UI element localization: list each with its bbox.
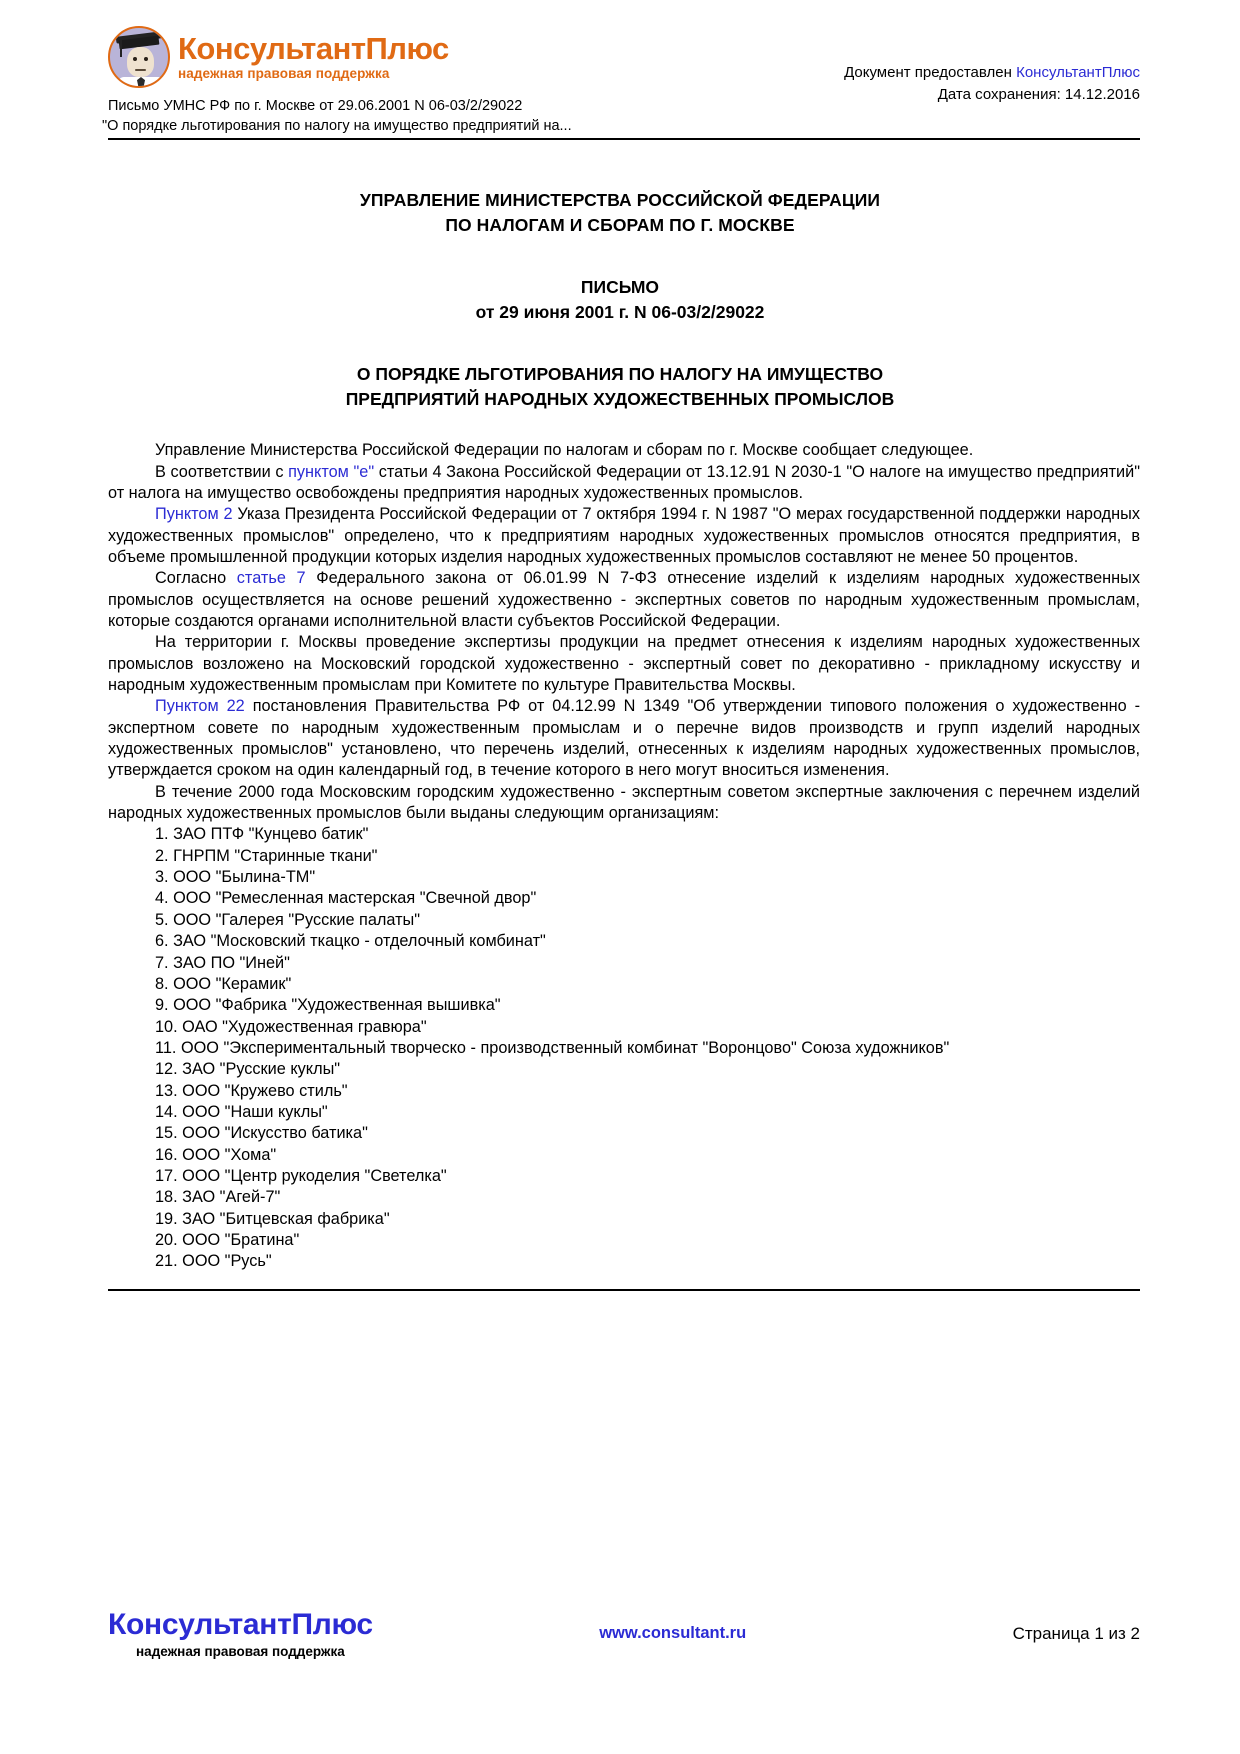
header-brand-title-part2: Плюс <box>365 31 449 67</box>
paragraph-law-2030-1 <box>108 462 1140 505</box>
paragraph-3-rest: Указа Президента Российской Федерации от 7 октября 1994 г. N 1987 "О мерах государственной поддержки народных художественных промыслов" определено, что к предприятиям народных художественных промыслов относятся предприятия, в объеме промышленной продукции которых изделия народных художественных промыслов составляют не менее 50 процентов. <box>108 505 1140 566</box>
page-header <box>0 0 1240 134</box>
document-subject-line1: О ПОРЯДКЕ ЛЬГОТИРОВАНИЯ ПО НАЛОГУ НА ИМУЩЕСТВО <box>356 363 884 384</box>
paragraph-2-rest: статьи 4 Закона Российской Федерации от 13.12.91 N 2030-1 "О налоге на имущество предприятий" от налога на имущество освобождены предприятия народных художественных промыслов. <box>108 462 1140 502</box>
list-item: 17. ООО "Центр рукоделия "Светелка" <box>155 1166 447 1185</box>
paragraph-4-rest: Федерального закона от 06.01.99 N 7-ФЗ отнесение изделий к изделиям народных художественных промыслов осуществляется на основе решений художественно - экспертных советов по народным художественным промыслам, которые создаются органами исполнительной власти субъектов Российской Федерации. <box>108 569 1140 630</box>
header-brand-title <box>178 31 449 67</box>
list-item: 19. ЗАО "Битцевская фабрика" <box>155 1209 390 1228</box>
document-date-number: от 29 июня 2001 г. N 06-03/2/29022 <box>475 302 765 323</box>
document-kind: ПИСЬМО <box>580 276 660 297</box>
provided-by-link[interactable]: КонсультантПлюс <box>1016 64 1140 81</box>
provided-by-label: Документ предоставлен <box>844 64 1017 81</box>
header-meta-block <box>844 26 1140 106</box>
header-brand-tagline: надежная правовая поддержка <box>178 66 390 82</box>
saved-date: Дата сохранения: 14.12.2016 <box>937 85 1140 103</box>
paragraph-intro: Управление Министерства Российской Федерации по налогам и сборам по г. Москве сообщает следующее. <box>155 441 974 460</box>
header-brand-block <box>102 26 728 136</box>
document-reference-line2: "О порядке льготирования по налогу на имущество предприятий на... <box>102 117 572 134</box>
paragraph-fz-7 <box>108 568 1140 632</box>
paragraph-moscow-expertise: На территории г. Москвы проведение экспертизы продукции на предмет отнесения к изделиям народных художественных промыслов возложено на Московский городской художественно - экспертный совет по декоративно - прикладному искусству и народным художественным промыслам при Комитете по культуре Правительства Москвы. <box>108 633 1140 695</box>
organizations-list <box>108 824 1140 1272</box>
document-subject <box>110 362 1130 413</box>
paragraph-postanovlenie-1349 <box>108 696 1140 781</box>
document-kind-block <box>110 275 1130 326</box>
provided-by-line <box>844 62 1140 84</box>
link-punkt-e[interactable]: пунктом "е" <box>288 462 375 481</box>
consultant-plus-graduate-logo-icon <box>108 26 170 88</box>
paragraph-6-rest: постановления Правительства РФ от 04.12.99 N 1349 "Об утверждении типового положения о художественно - экспертном совете по народным художественным промыслам и о перечне видов производств и групп изделий народных художественных промыслов" установлено, что перечень изделий, отнесенных к изделиям народных художественных промыслов, утверждается сроком на один календарный год, в течение которого в него могут вноситься изменения. <box>108 697 1140 780</box>
document-reference <box>102 97 728 136</box>
link-punkt-22[interactable]: Пунктом 22 <box>155 697 245 716</box>
page-footer <box>0 1607 1240 1659</box>
list-item: 11. ООО "Экспериментальный творческо - производственный комбинат "Воронцово" Союза художников" <box>155 1038 950 1057</box>
issuing-authority-line1: УПРАВЛЕНИЕ МИНИСТЕРСТВА РОССИЙСКОЙ ФЕДЕРАЦИИ <box>359 190 881 210</box>
list-item: 4. ООО "Ремесленная мастерская "Свечной двор" <box>155 889 537 908</box>
list-item: 2. ГНРПМ "Старинные ткани" <box>155 846 378 865</box>
issuing-authority-line2: ПО НАЛОГАМ И СБОРАМ ПО Г. МОСКВЕ <box>445 215 795 236</box>
paragraph-4-prefix: Согласно <box>155 569 237 588</box>
list-item: 16. ООО "Хома" <box>155 1145 277 1164</box>
document-reference-line1: Письмо УМНС РФ по г. Москве от 29.06.2001 N 06-03/2/29022 <box>108 98 523 114</box>
footer-brand-tagline: надежная правовая поддержка <box>136 1643 345 1659</box>
list-item: 7. ЗАО ПО "Иней" <box>155 953 290 972</box>
list-item: 6. ЗАО "Московский ткацко - отделочный комбинат" <box>155 932 546 951</box>
list-item: 3. ООО "Былина-ТМ" <box>155 868 316 887</box>
paragraph-2000-conclusions: В течение 2000 года Московским городским художественно - экспертным советом экспертные заключения с перечнем изделий народных художественных промыслов были выданы следующим организациям: <box>108 782 1140 823</box>
document-body <box>0 440 1240 1272</box>
list-item: 1. ЗАО ПТФ "Кунцево батик" <box>155 825 369 844</box>
list-item: 21. ООО "Русь" <box>155 1252 272 1271</box>
paragraph-ukaz-1987 <box>108 504 1140 568</box>
link-punkt-2[interactable]: Пунктом 2 <box>155 505 233 524</box>
list-item: 14. ООО "Наши куклы" <box>155 1102 328 1121</box>
paragraph-2-prefix: В соответствии с <box>155 462 289 481</box>
list-item: 5. ООО "Галерея "Русские палаты" <box>155 910 421 929</box>
list-item: 13. ООО "Кружево стиль" <box>155 1081 348 1100</box>
list-item: 15. ООО "Искусство батика" <box>155 1124 368 1143</box>
document-title-block <box>0 188 1240 412</box>
list-item: 12. ЗАО "Русские куклы" <box>155 1060 341 1079</box>
footer-url-link[interactable]: www.consultant.ru <box>599 1624 747 1643</box>
list-item: 9. ООО "Фабрика "Художественная вышивка" <box>155 996 501 1015</box>
list-item: 10. ОАО "Художественная гравюра" <box>155 1017 427 1036</box>
header-divider <box>108 138 1140 140</box>
footer-brand <box>108 1607 373 1659</box>
list-item: 20. ООО "Братина" <box>155 1230 300 1249</box>
list-item: 8. ООО "Керамик" <box>155 974 292 993</box>
footer-brand-title: КонсультантПлюс <box>108 1607 373 1641</box>
issuing-authority <box>110 188 1130 239</box>
footer-page-number: Страница 1 из 2 <box>1012 1623 1140 1643</box>
link-statya-7[interactable]: статье 7 <box>236 569 306 588</box>
footer-divider <box>108 1289 1140 1291</box>
document-subject-line2: ПРЕДПРИЯТИЙ НАРОДНЫХ ХУДОЖЕСТВЕННЫХ ПРОМЫСЛОВ <box>345 388 895 409</box>
list-item: 18. ЗАО "Агей-7" <box>155 1188 281 1207</box>
header-brand-title-part1: Консультант <box>178 31 366 67</box>
